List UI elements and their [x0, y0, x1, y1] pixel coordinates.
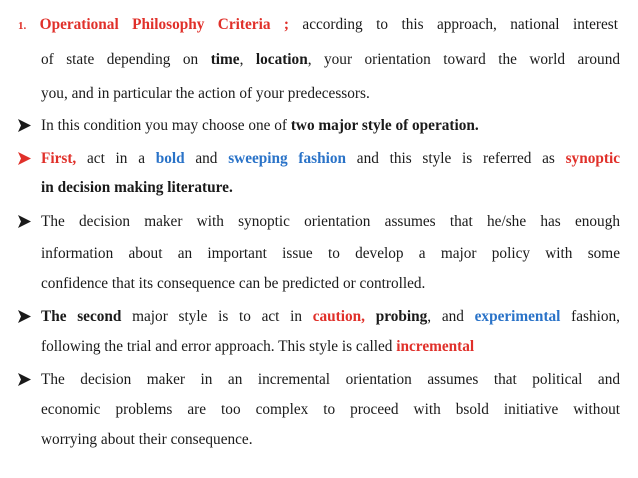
- location-keyword: location: [255, 51, 308, 68]
- heading-line1-text: according to this approach, national interest: [288, 16, 618, 33]
- bullet-5-line-1: [0, 364, 638, 395]
- bullet-4-text-c: fashion,: [560, 308, 620, 325]
- bullet-2-line2-text: in decision making literature.: [41, 179, 233, 196]
- bullet-4-text-a: major style is to act in: [121, 308, 313, 325]
- bullet-3-line-1: [0, 206, 638, 237]
- bullet-2-text-b: and: [184, 150, 229, 167]
- bullet-2-line-1: [0, 143, 638, 174]
- bullet-5-line-3: [0, 424, 638, 455]
- heading-line2-text-a: of state depending on: [41, 51, 211, 68]
- heading-line-3: [0, 78, 638, 109]
- heading-number: 1.: [18, 20, 27, 32]
- sweeping-fashion-keyword: sweeping fashion: [228, 150, 347, 167]
- bullet-3-line-2: [0, 238, 638, 269]
- bullet-3-line-3: [0, 268, 638, 299]
- bullet-2-line-2: [0, 172, 638, 203]
- bullet-4-line-2: [0, 331, 638, 362]
- bullet-3-line1-text: The decision maker with synoptic orientation assumes that he/she has enough: [41, 213, 620, 230]
- bullet-2-text-a: act in a: [76, 150, 156, 167]
- experimental-keyword: experimental: [474, 308, 561, 325]
- bullet-2-text-c: and this style is referred as: [346, 150, 566, 167]
- bullet-3-line3-text: confidence that its consequence can be predicted or controlled.: [41, 275, 426, 292]
- bullet-4-text-b: , and: [427, 308, 475, 325]
- heading-title: Operational Philosophy Criteria ;: [39, 16, 289, 33]
- bullet-5-line1-text: The decision maker in an incremental orientation assumes that political and: [41, 371, 620, 388]
- first-keyword: First,: [41, 150, 77, 167]
- bullet-1-text: In this condition you may choose one of: [41, 117, 291, 134]
- bullet-4-line-1: [0, 301, 638, 332]
- probing-keyword: probing: [375, 308, 428, 325]
- comma: ,: [239, 51, 256, 68]
- bullet-5-line2-text: economic problems are too complex to proceed with bsold initiative without: [41, 401, 620, 418]
- bullet-5-line-2: [0, 394, 638, 425]
- the-second-keyword: The second: [41, 308, 122, 325]
- bullet-1-line-1: [0, 110, 638, 141]
- bullet-4-line2-text: following the trial and error approach. This style is called: [41, 338, 397, 355]
- heading-line-1: [0, 9, 638, 40]
- heading-line3-text: you, and in particular the action of your predecessors.: [41, 85, 370, 102]
- heading-line-2: [0, 44, 638, 75]
- caution-keyword: caution,: [312, 308, 365, 325]
- heading-line2-text-b: , your orientation toward the world around: [307, 51, 621, 68]
- synoptic-keyword: synoptic: [565, 150, 620, 167]
- bullet-5-line3-text: worrying about their consequence.: [41, 431, 253, 448]
- bullet-1-bold: two major style of operation.: [290, 117, 479, 134]
- space: [365, 308, 376, 325]
- incremental-keyword: incremental: [396, 338, 475, 355]
- bold-keyword: bold: [155, 150, 185, 167]
- time-keyword: time: [210, 51, 240, 68]
- bullet-3-line2-text: information about an important issue to develop a major policy with some: [41, 245, 620, 262]
